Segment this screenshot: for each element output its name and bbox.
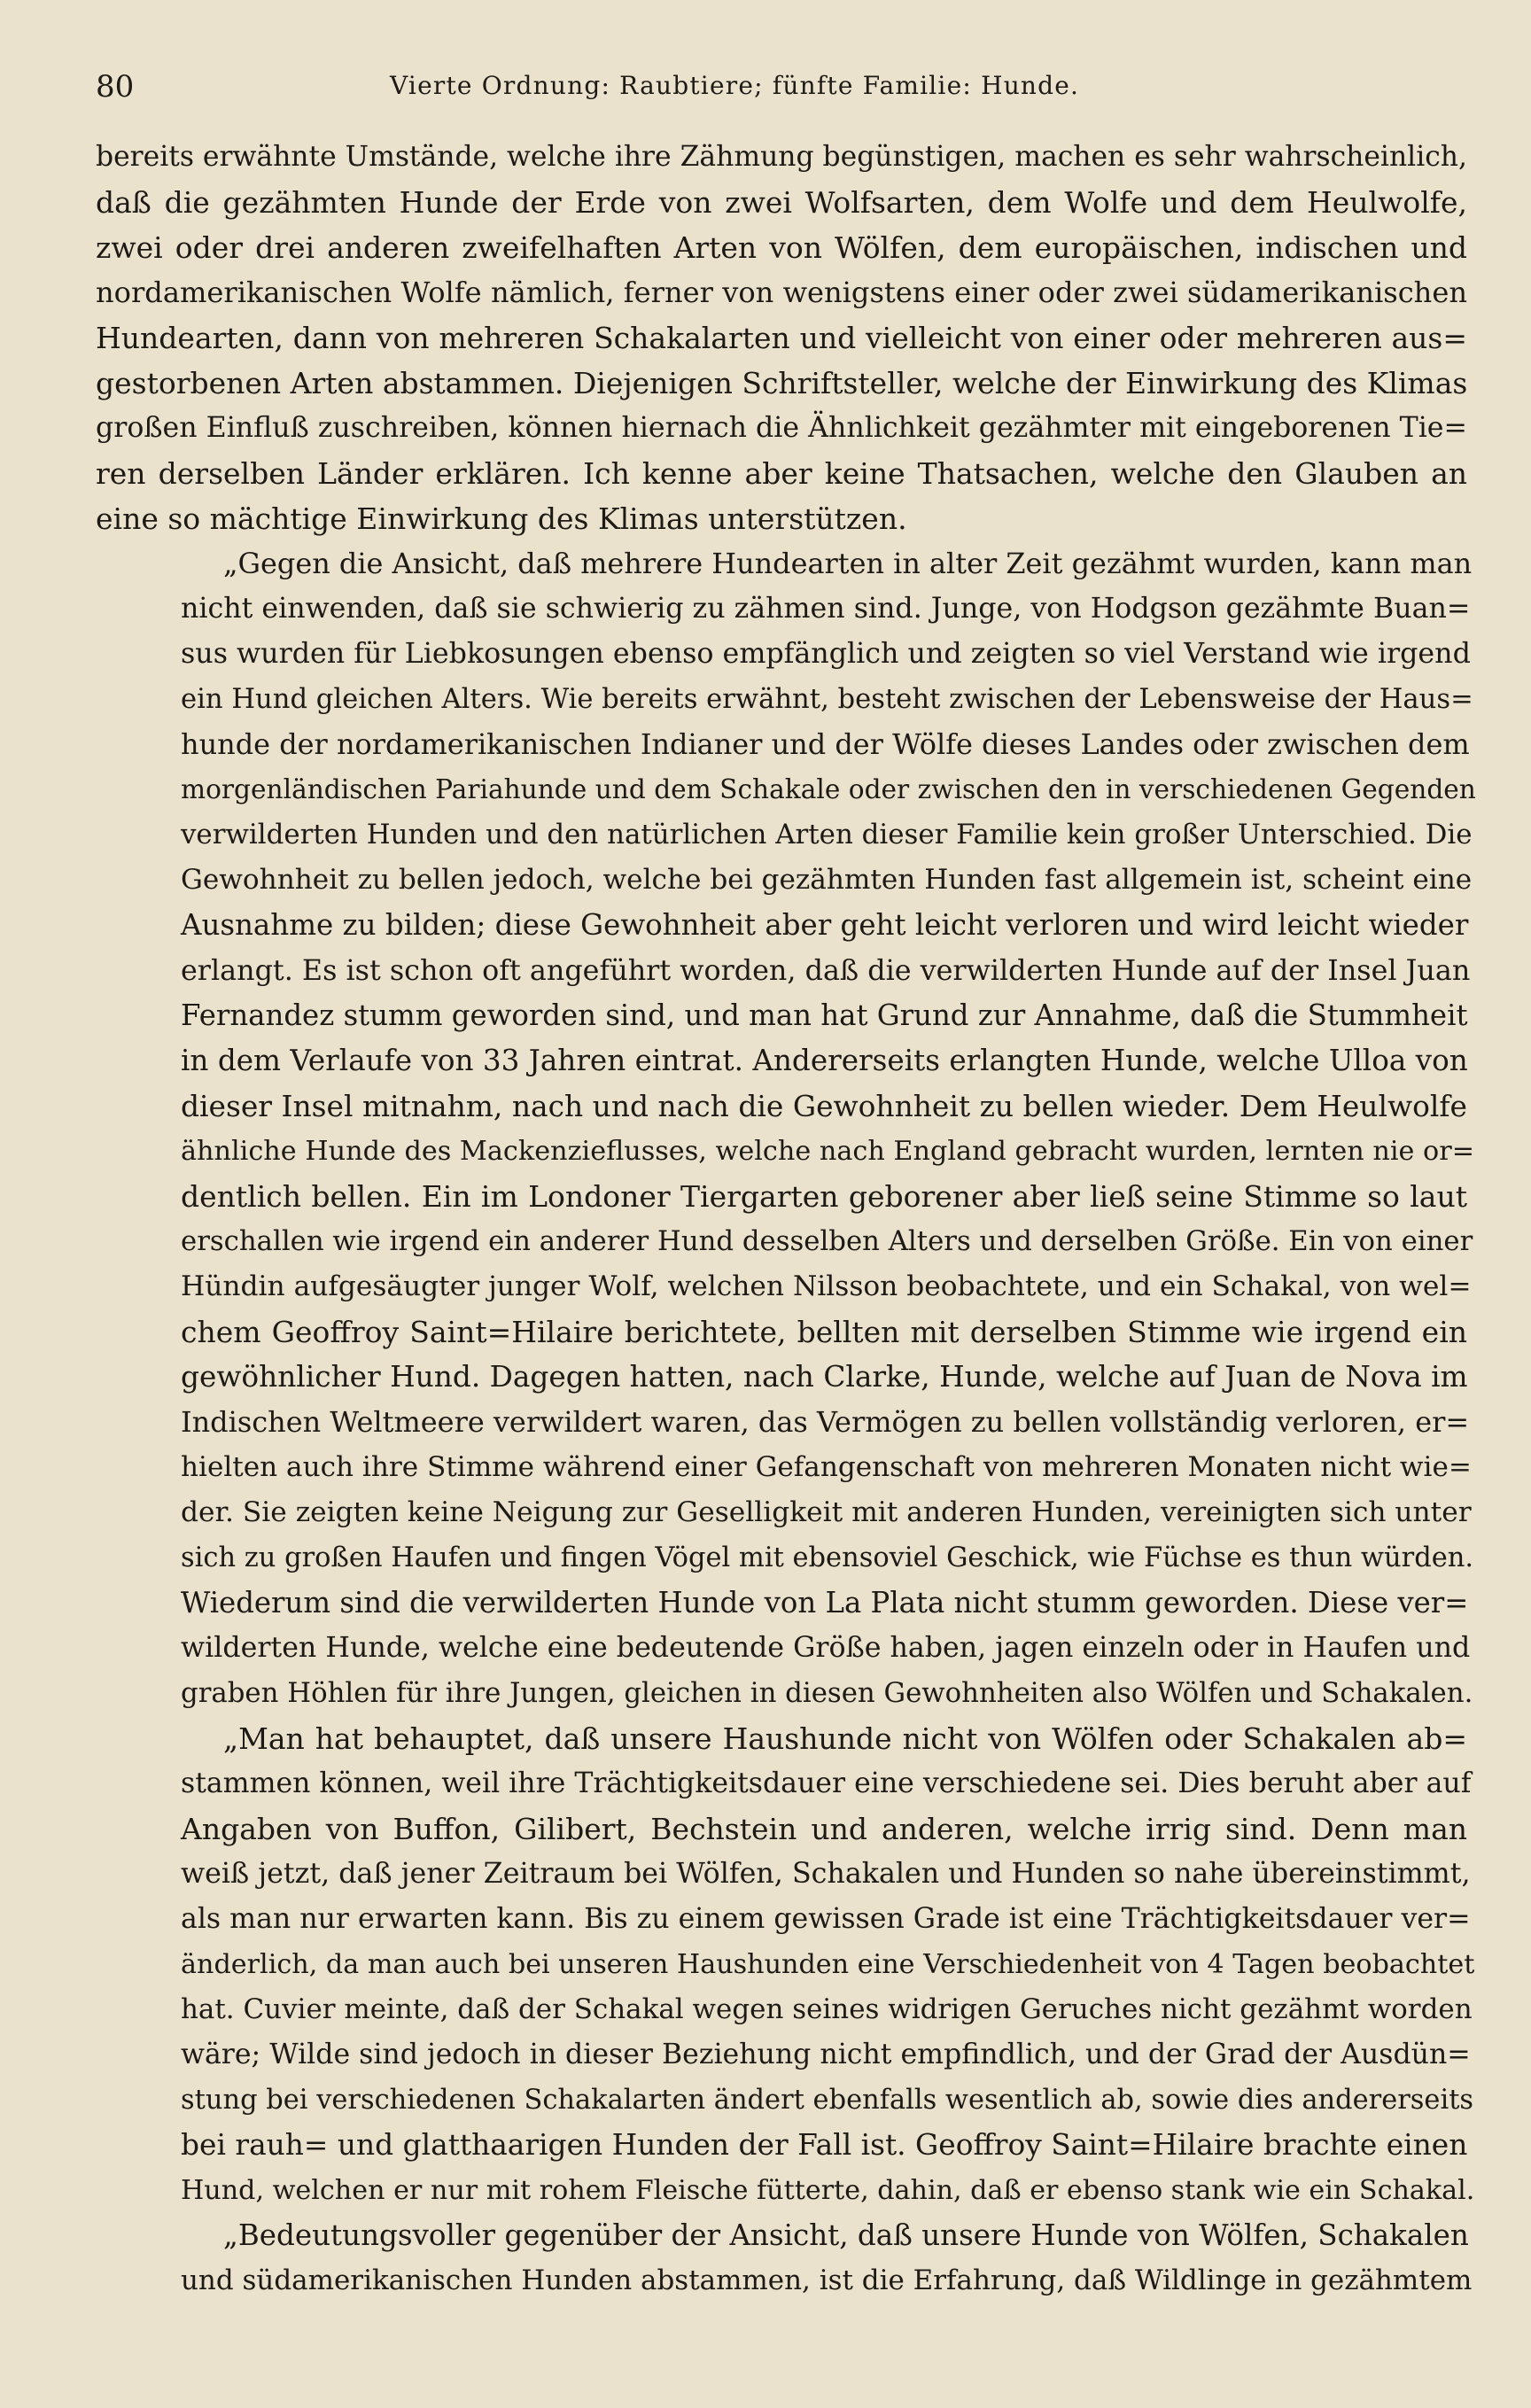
text-line: Hund, welchen er nur mit rohem Fleische fütterte, dahin, daß er ebenso stank wie ein Schakal. (181, 2175, 1475, 2206)
text-line: hunde der nordamerikanischen Indianer und der Wölfe dieses Landes oder zwischen dem (181, 727, 1470, 761)
text-line: stammen können, weil ihre Trächtigkeitsdauer eine verschiedene sei. Dies beruht aber auf (181, 1767, 1472, 1799)
text-line: daß die gezähmten Hunde der Erde von zwei Wolfsarten, dem Wolfe und dem Heulwolfe, (96, 185, 1467, 220)
text-line: „Gegen die Ansicht, daß mehrere Hundearten in alter Zeit gezähmt wurden, kann man (223, 547, 1473, 580)
text-line: chem Geoffroy Saint=Hilaire berichtete, bellten mit derselben Stimme wie irgend ein (181, 1315, 1467, 1349)
text-line: „Bedeutungsvoller gegenüber der Ansicht, daß unsere Hunde von Wölfen, Schakalen (223, 2218, 1469, 2252)
text-line: bereits erwähnte Umstände, welche ihre Zähmung begünstigen, machen es sehr wahrscheinlich, (96, 141, 1467, 173)
text-line: hat. Cuvier meinte, daß der Schakal wegen seines widrigen Geruches nicht gezähmt worden (181, 1993, 1473, 2025)
text-line: sich zu großen Haufen und fingen Vögel mit ebensoviel Geschick, wie Füchse es thun würden. (181, 1542, 1474, 1573)
text-line: bei rauh= und glatthaarigen Hunden der Fall ist. Geoffroy Saint=Hilaire brachte einen (181, 2128, 1468, 2162)
text-line: Gewohnheit zu bellen jedoch, welche bei gezähmten Hunden fast allgemein ist, scheint eine (181, 864, 1473, 896)
text-line: zwei oder drei anderen zweifelhaften Arten von Wölfen, dem europäischen, indischen und (96, 230, 1467, 265)
text-line: graben Höhlen für ihre Jungen, gleichen in diesen Gewohnheiten also Wölfen und Schakalen. (181, 1677, 1473, 1709)
text-line: als man nur erwarten kann. Bis zu einem gewissen Grade ist eine Trächtigkeitsdauer ver= (181, 1903, 1471, 1935)
text-line: Fernandez stumm geworden sind, und man hat Grund zur Annahme, daß die Stummheit (181, 998, 1468, 1032)
text-line: „Man hat behauptet, daß unsere Haushunde nicht von Wölfen oder Schakalen ab= (223, 1721, 1467, 1756)
paragraph (96, 1716, 1475, 2213)
text-line: in dem Verlaufe von 33 Jahren eintrat. Andererseits erlangten Hunde, welche Ulloa von (181, 1044, 1468, 1077)
text-line: erlangt. Es ist schon oft angeführt worden, daß die verwilderten Hunde auf der Insel Juan (181, 954, 1471, 987)
text-line: eine so mächtige Einwirkung des Klimas unterstützen. (96, 501, 907, 536)
text-line: dentlich bellen. Ein im Londoner Tiergarten geborener aber ließ seine Stimme so laut (181, 1179, 1467, 1214)
text-line: dieser Insel mitnahm, nach und nach die Gewohnheit zu bellen wieder. Dem Heulwolfe (181, 1089, 1467, 1123)
page-header (0, 64, 1531, 117)
text-line: Wiederum sind die verwilderten Hunde von La Plata nicht stumm geworden. Diese ver= (181, 1586, 1469, 1620)
text-line: sus wurden für Liebkosungen ebenso empfänglich und zeigten so viel Verstand wie irgend (181, 638, 1471, 670)
text-line: Hündin aufgesäugter junger Wolf, welchen Nilsson beobachtete, und ein Schakal, von wel= (181, 1270, 1472, 1302)
text-line: wilderten Hunde, welche eine bedeutende Größe haben, jagen einzeln oder in Haufen und (181, 1632, 1471, 1664)
page-number: 80 (96, 69, 135, 105)
text-line: gestorbenen Arten abstammen. Diejenigen Schriftsteller, welche der Einwirkung des Klimas (96, 366, 1468, 400)
text-line: nordamerikanischen Wolfe nämlich, ferner von wenigstens einer oder zwei südamerikanischen (96, 276, 1467, 309)
text-line: ren derselben Länder erklären. Ich kenne aber keine Thatsachen, welche den Glauben an (96, 456, 1467, 491)
text-line: Hundearten, dann von mehreren Schakalarten und vielleicht von einer oder mehreren aus= (96, 321, 1467, 355)
text-line: änderlich, da man auch bei unseren Haushunden eine Verschiedenheit von 4 Tagen beobachtet (181, 1949, 1475, 1980)
text-line: stung bei verschiedenen Schakalarten ändert ebenfalls wesentlich ab, sowie dies andererseits (181, 2085, 1474, 2116)
text-line: morgenländischen Pariahunde und dem Schakale oder zwischen den in verschiedenen Gegenden (181, 774, 1476, 804)
body-text (96, 135, 1476, 2303)
text-line: Indischen Weltmeere verwildert waren, das Vermögen zu bellen vollständig verloren, er= (181, 1405, 1470, 1439)
text-line: Angaben von Buffon, Gilibert, Bechstein und anderen, welche irrig sind. Denn man (181, 1812, 1467, 1846)
text-line: hielten auch ihre Stimme während einer Gefangenschaft von mehreren Monaten nicht wie= (181, 1451, 1472, 1483)
text-line: verwilderten Hunden und den natürlichen Arten dieser Familie kein großer Unterschied. Die (181, 819, 1473, 851)
text-line: ein Hund gleichen Alters. Wie bereits erwähnt, besteht zwischen der Lebensweise der Haus= (181, 684, 1473, 715)
text-line: ähnliche Hunde des Mackenzieflusses, welche nach England gebracht wurden, lernten nie or= (181, 1136, 1475, 1167)
paragraph (96, 541, 1476, 1716)
text-line: Ausnahme zu bilden; diese Gewohnheit aber geht leicht verloren und wird leicht wieder (181, 908, 1469, 942)
text-line: gewöhnlicher Hund. Dagegen hatten, nach Clarke, Hunde, welche auf Juan de Nova im (181, 1360, 1468, 1394)
running-head: Vierte Ordnung: Raubtiere; fünfte Familie: Hunde. (390, 71, 1080, 100)
text-line: großen Einfluß zuschreiben, können hiernach die Ähnlichkeit gezähmter mit eingeborenen Tie= (96, 412, 1467, 444)
text-line: weiß jetzt, daß jener Zeitraum bei Wölfen, Schakalen und Hunden so nahe übereinstimmt, (181, 1858, 1471, 1890)
text-line: der. Sie zeigten keine Neigung zur Geselligkeit mit anderen Hunden, vereinigten sich unter (181, 1496, 1472, 1528)
text-line: nicht einwenden, daß sie schwierig zu zähmen sind. Junge, von Hodgson gezähmte Buan= (181, 593, 1471, 625)
text-line: und südamerikanischen Hunden abstammen, ist die Erfahrung, daß Wildlinge in gezähmtem (181, 2264, 1473, 2296)
text-line: erschallen wie irgend ein anderer Hund desselben Alters und derselben Größe. Ein von einer (181, 1225, 1473, 1257)
text-line: wäre; Wilde sind jedoch in dieser Beziehung nicht empfindlich, und der Grad der Ausdün= (181, 2039, 1471, 2070)
paragraph (96, 135, 1467, 541)
paragraph (96, 2213, 1473, 2303)
